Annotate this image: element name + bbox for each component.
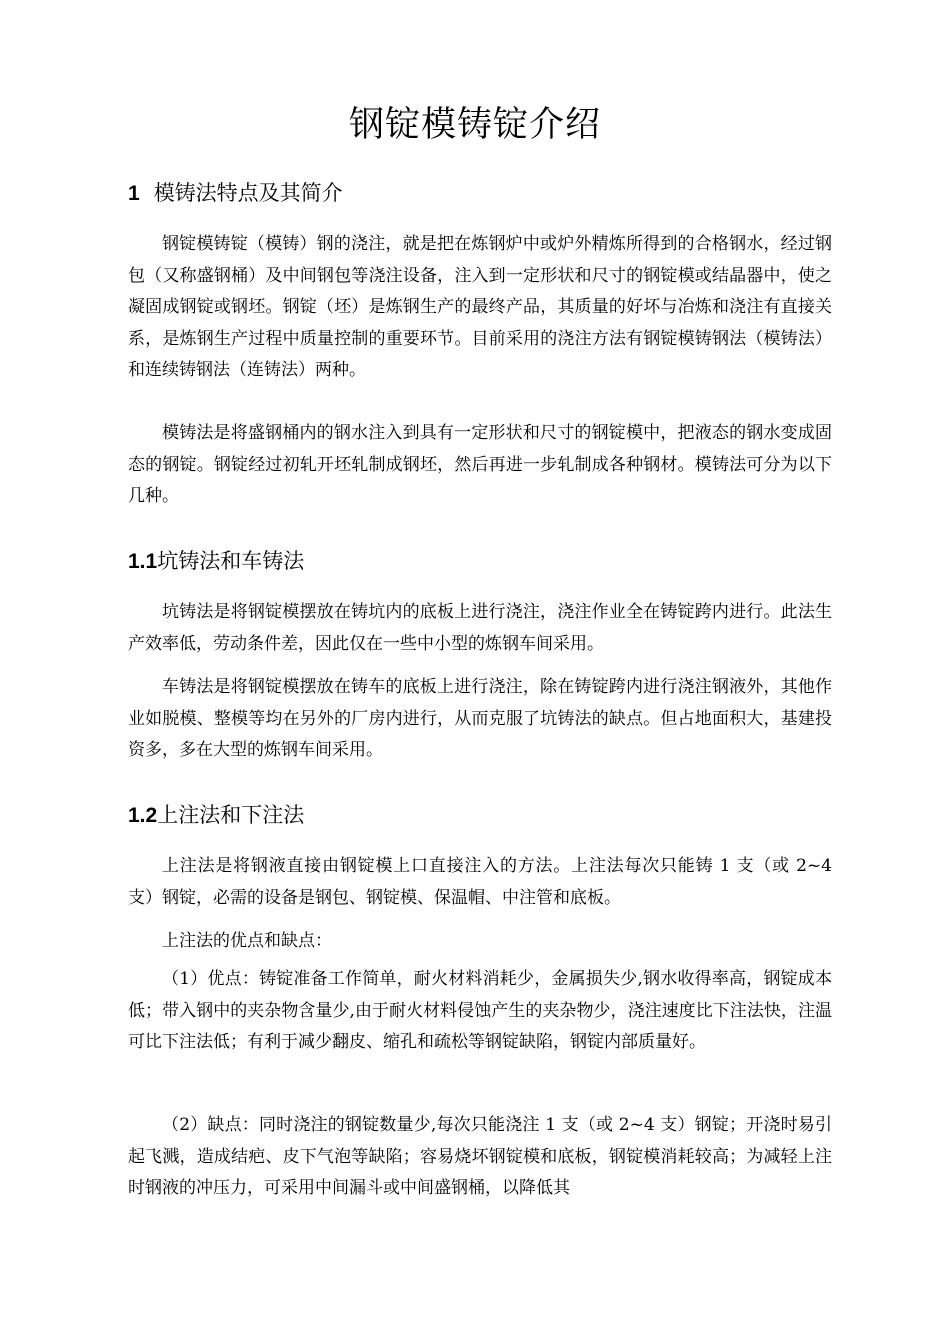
section-number: 1 (128, 182, 140, 205)
section-number: 1.2 (128, 804, 158, 827)
section-title: 模铸法特点及其简介 (153, 181, 343, 205)
section-heading (128, 546, 304, 577)
section-title: 坑铸法和车铸法 (157, 549, 305, 573)
paragraph: 钢锭模铸锭（模铸）钢的浇注，就是把在炼钢炉中或炉外精炼所得到的合格钢水，经过钢包（又称盛钢桶）及中间钢包等浇注设备，注入到一定形状和尺寸的钢锭模或结晶器中，使之凝固成钢锭或钢坯。钢锭（坯）是炼钢生产的最终产品，其质量的好坏与冶炼和浇注有直接关系，是炼钢生产过程中质量控制的重要环节。目前采用的浇注方法有钢锭模铸钢法（模铸法）和连续铸钢法（连铸法）两种。 (128, 234, 832, 380)
paragraph: 坑铸法是将钢锭模摆放在铸坑内的底板上进行浇注，浇注作业全在铸锭跨内进行。此法生产效率低，劳动条件差，因此仅在一些中小型的炼钢车间采用。 (128, 602, 832, 654)
paragraph: 上注法的优点和缺点： (162, 931, 332, 951)
section-heading (128, 178, 343, 209)
section-title: 上注法和下注法 (157, 803, 305, 827)
paragraph: 上注法是将钢液直接由钢锭模上口直接注入的方法。上注法每次只能铸 1 支（或 2~4 支）钢锭，必需的设备是钢包、钢锭模、保温帽、中注管和底板。 (128, 856, 832, 908)
paragraph: 模铸法是将盛钢桶内的钢水注入到具有一定形状和尺寸的钢锭模中，把液态的钢水变成固态的钢锭。钢锭经过初轧开坯轧制成钢坯，然后再进一步轧制成各种钢材。模铸法可分为以下几种。 (128, 423, 832, 506)
section-number: 1.1 (128, 550, 158, 573)
paragraph: 车铸法是将钢锭模摆放在铸车的底板上进行浇注，除在铸锭跨内进行浇注钢液外，其他作业如脱模、整模等均在另外的厂房内进行，从而克服了坑铸法的缺点。但占地面积大，基建投资多，多在大型的炼钢车间采用。 (128, 677, 832, 760)
section-heading (128, 800, 304, 831)
document-title: 钢锭模铸锭介绍 (348, 105, 601, 145)
paragraph: （1）优点：铸锭准备工作简单，耐火材料消耗少，金属损失少,钢水收得率高，钢锭成本低；带入钢中的夹杂物含量少,由于耐火材料侵蚀产生的夹杂物少，浇注速度比下注法快，注温可比下注法低；有利于减少翻皮、缩孔和疏松等钢锭缺陷，钢锭内部质量好。 (128, 969, 832, 1052)
paragraph: （2）缺点：同时浇注的钢锭数量少,每次只能浇注 1 支（或 2~4 支）钢锭；开浇时易引起飞溅，造成结疤、皮下气泡等缺陷；容易烧坏钢锭模和底板，钢锭模消耗较高；为减轻上注时钢液的冲压力，可采用中间漏斗或中间盛钢桶，以降低其 (128, 1115, 832, 1198)
